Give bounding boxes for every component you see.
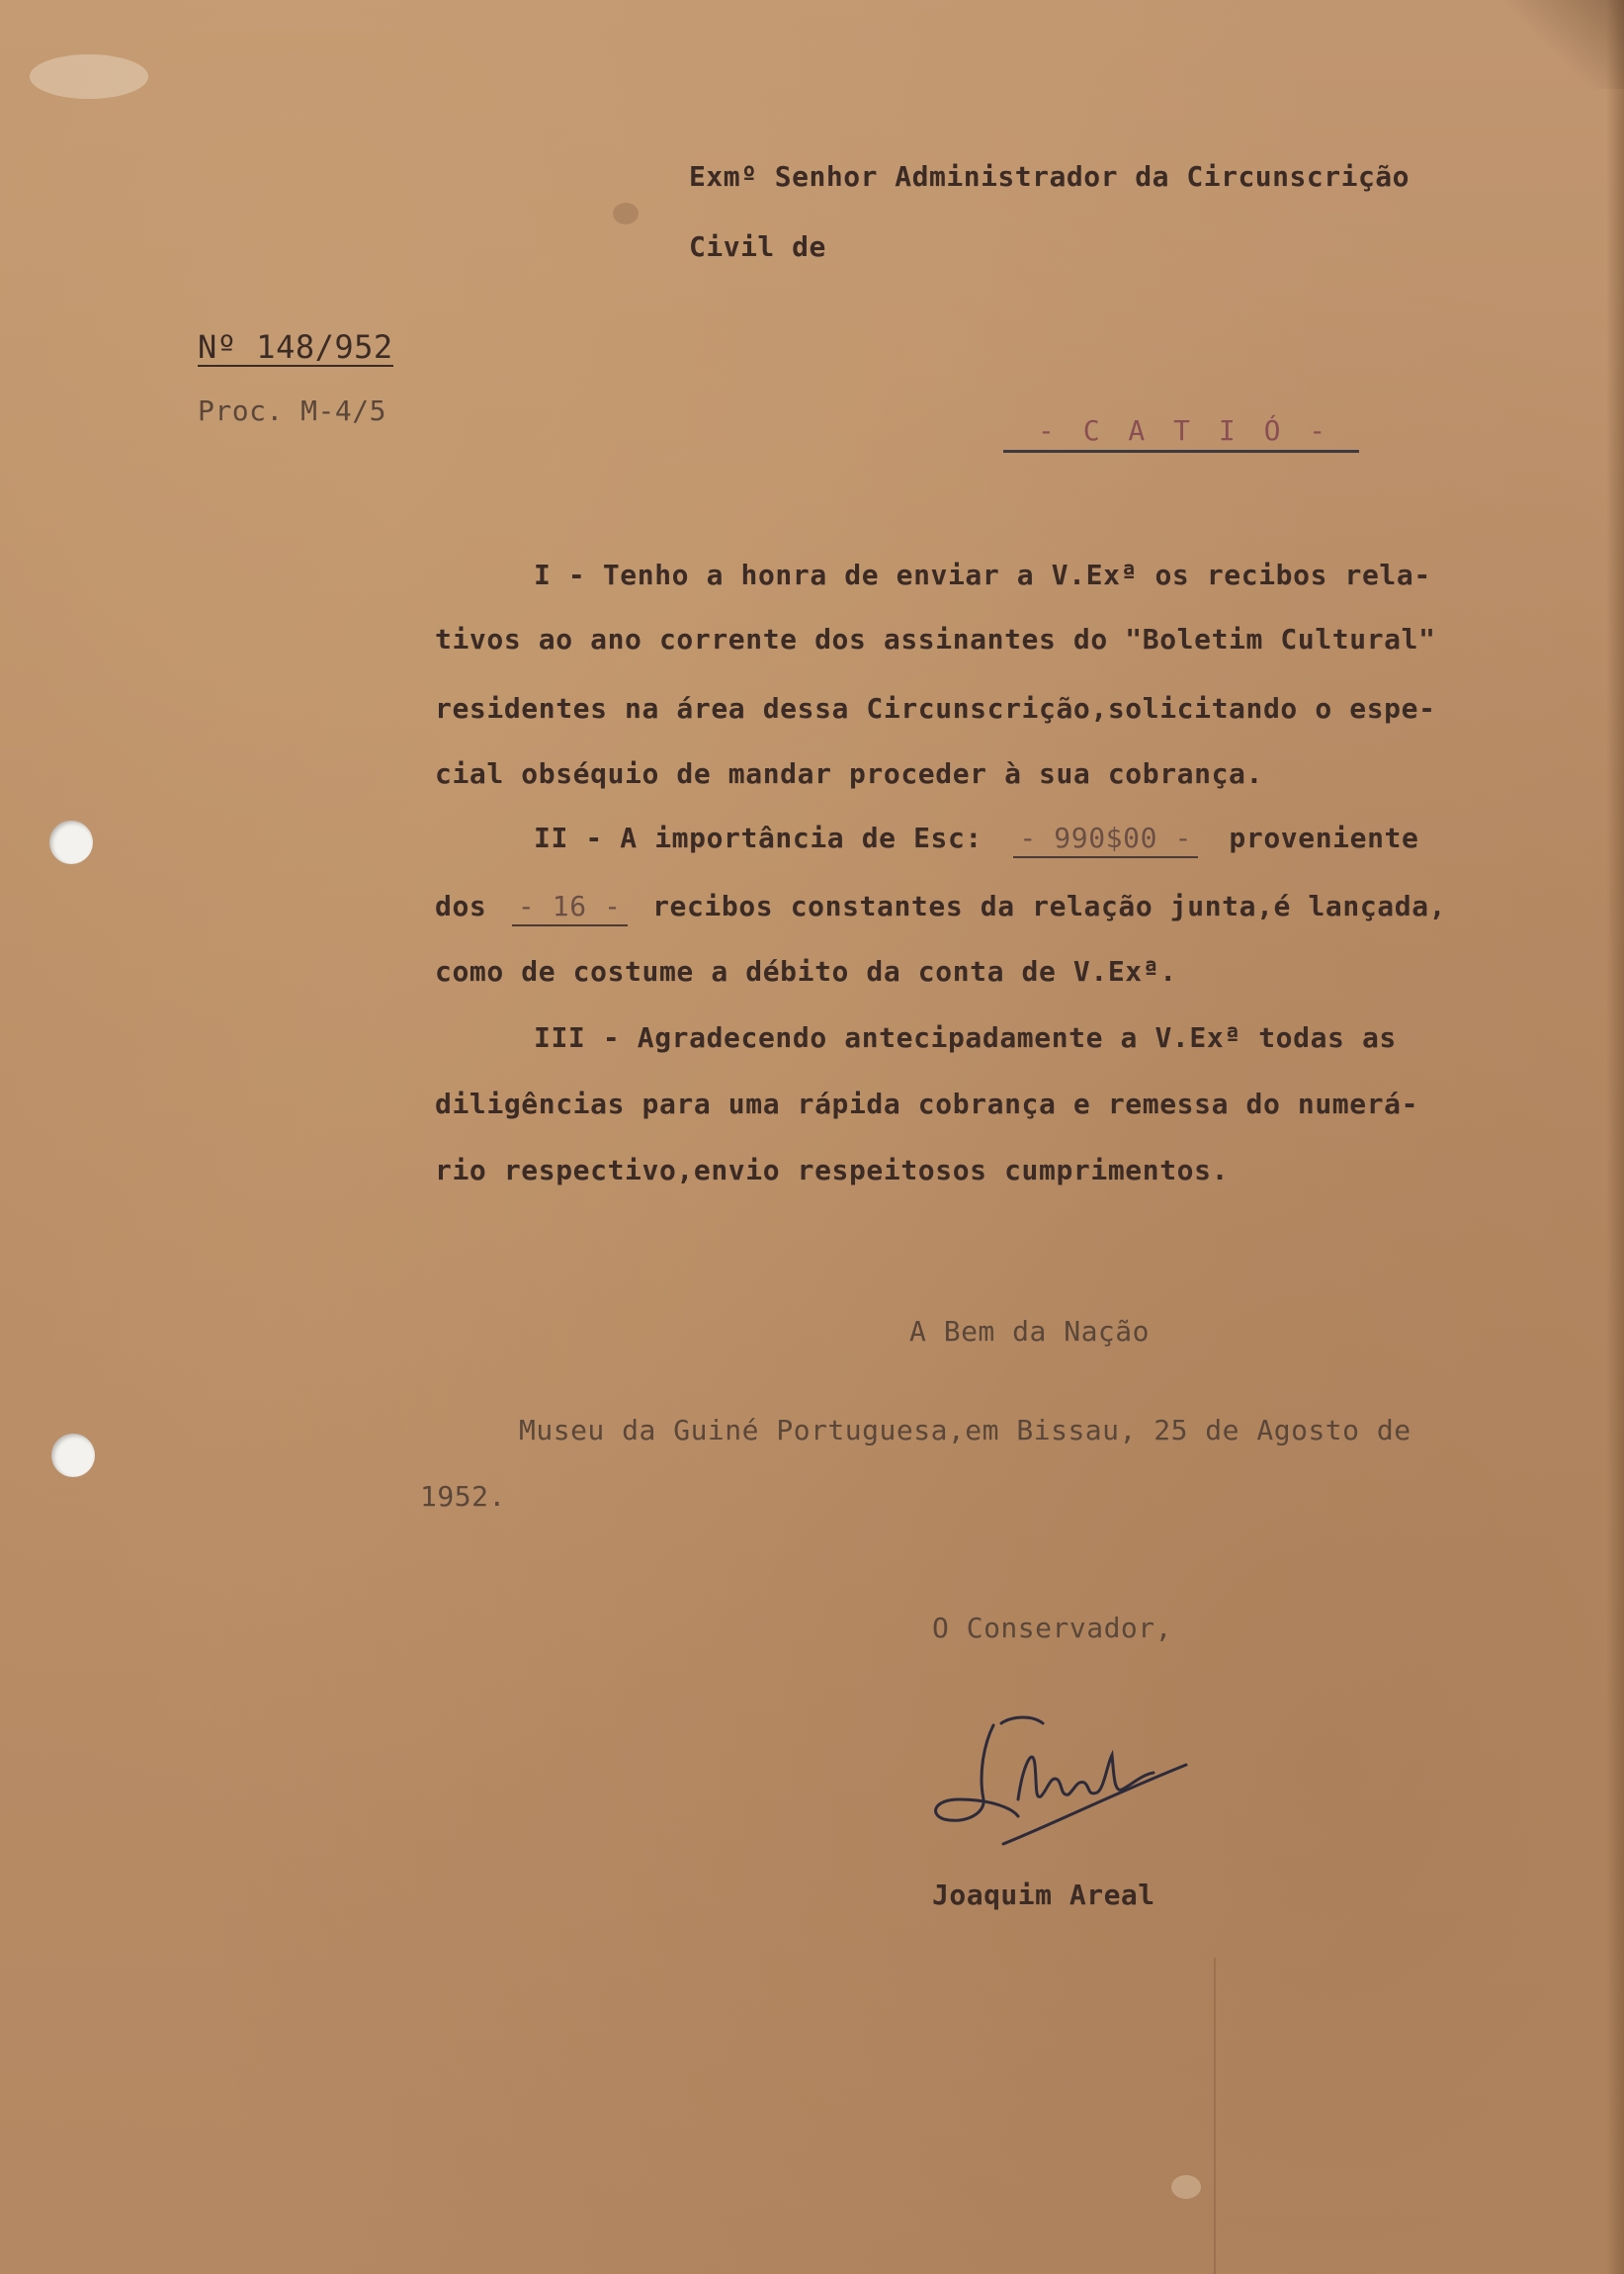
paper-stain <box>613 203 639 224</box>
paragraph-1-line-3: residentes na área dessa Circunscrição,solicitando o espe- <box>435 692 1436 725</box>
page-edge-shadow <box>1606 0 1624 2274</box>
paragraph-3-line-1: III - Agradecendo antecipadamente a V.Exª todas as <box>534 1021 1397 1054</box>
handwritten-signature <box>924 1706 1211 1854</box>
receipts-prefix: dos <box>435 890 487 922</box>
process-reference: Proc. M-4/5 <box>198 394 386 427</box>
amount-suffix: proveniente <box>1229 822 1419 854</box>
paper-stain <box>1171 2175 1201 2199</box>
paragraph-2-line-1 <box>534 822 1418 858</box>
paragraph-1-line-1: I - Tenho a honra de enviar a V.Exª os recibos rela- <box>534 559 1431 591</box>
destination-underline <box>1003 450 1359 453</box>
amount-label: II - A importância de Esc: <box>534 822 983 854</box>
year: 1952. <box>420 1480 506 1513</box>
paragraph-3-line-3: rio respectivo,envio respeitosos cumprimentos. <box>435 1154 1230 1186</box>
salutation: A Bem da Nação <box>909 1315 1151 1348</box>
destination-heading: - C A T I Ó - <box>1038 414 1332 447</box>
paragraph-2-line-2 <box>435 890 1446 926</box>
paragraph-2-line-3: como de costume a débito da conta de V.Exª. <box>435 955 1177 988</box>
paper-wear-mark <box>30 54 148 99</box>
signatory-name: Joaquim Areal <box>932 1879 1155 1911</box>
amount-value: - 990$00 - <box>1013 822 1198 858</box>
punch-hole-bottom <box>51 1434 95 1477</box>
punch-hole-top <box>49 821 93 864</box>
receipts-count: - 16 - <box>512 890 628 926</box>
paragraph-3-line-2: diligências para uma rápida cobrança e remessa do numerá- <box>435 1088 1419 1120</box>
paragraph-1-line-2: tivos ao ano corrente dos assinantes do "Boletim Cultural" <box>435 623 1436 656</box>
receipts-suffix: recibos constantes da relação junta,é lançada, <box>652 890 1447 922</box>
place-and-date: Museu da Guiné Portuguesa,em Bissau, 25 de Agosto de <box>519 1414 1411 1446</box>
addressee-line-1: Exmº Senhor Administrador da Circunscrição <box>689 160 1410 193</box>
signatory-title: O Conservador, <box>932 1612 1173 1644</box>
corner-fold <box>1505 0 1624 89</box>
reference-number: Nº 148/952 <box>198 328 393 366</box>
paper-crease <box>1214 1958 1216 2274</box>
paragraph-1-line-4: cial obséquio de mandar proceder à sua cobrança. <box>435 757 1263 790</box>
addressee-line-2: Civil de <box>689 230 826 263</box>
